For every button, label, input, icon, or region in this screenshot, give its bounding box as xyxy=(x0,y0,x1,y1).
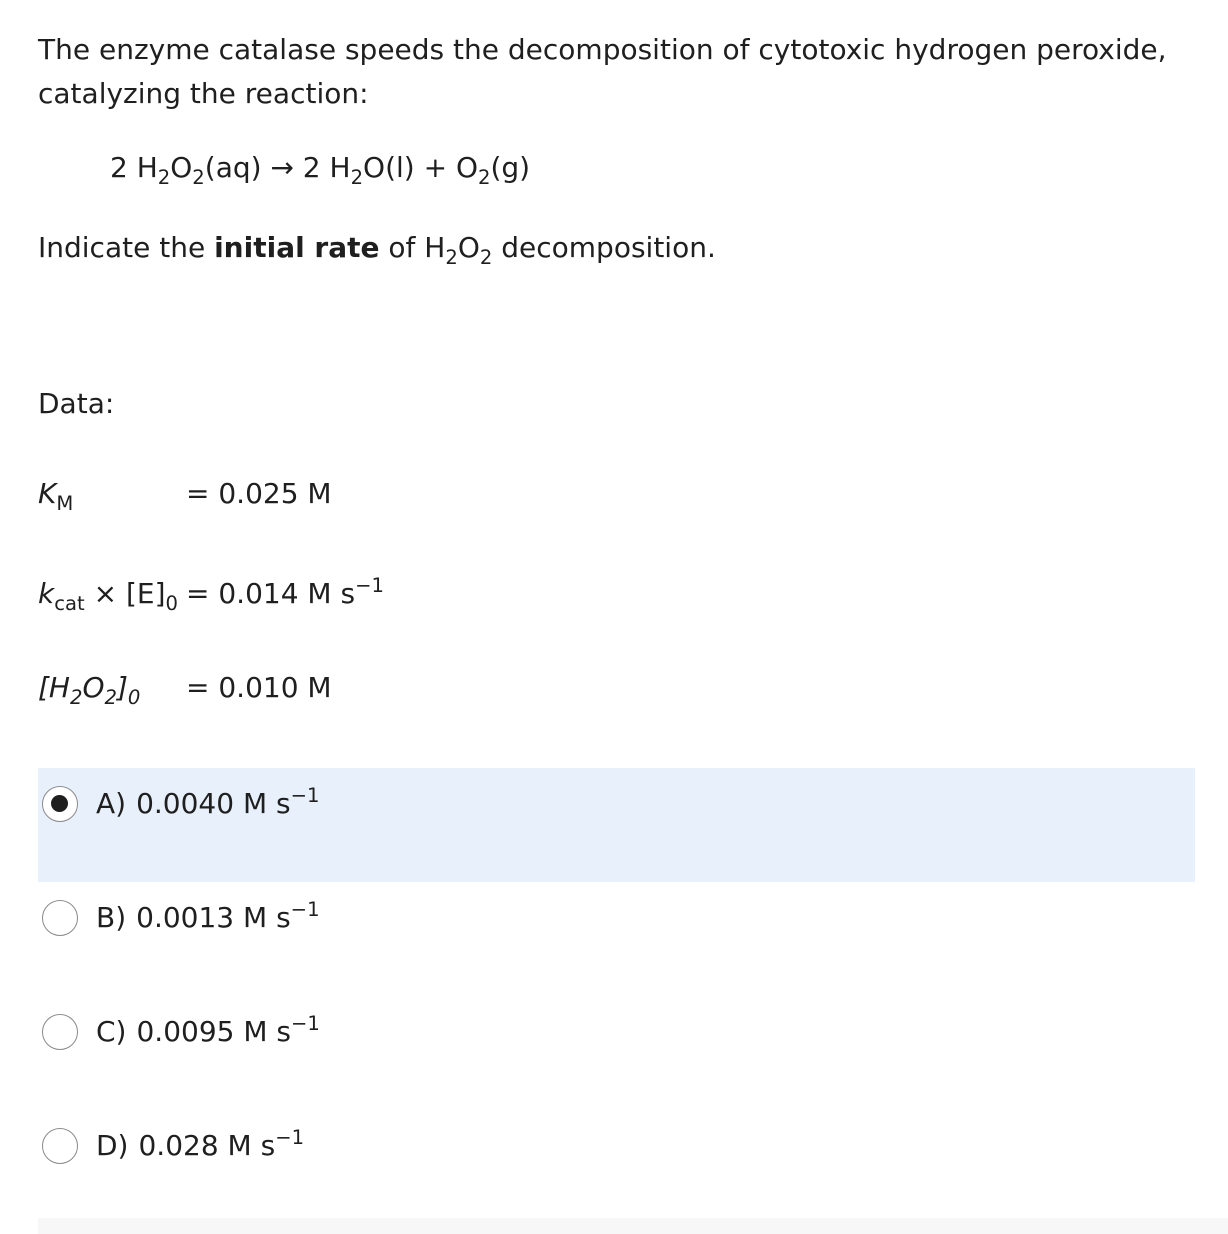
h2o2-label: $[H_2O_2]_0$ xyxy=(38,671,141,709)
radio-button-a[interactable] xyxy=(42,786,78,822)
option-d-text[interactable]: D) 0.028 M $s^{-1}$ xyxy=(96,1126,305,1162)
question-prompt: Indicate the initial rate of $H_2O_2$ decomposition. xyxy=(38,231,716,269)
radio-button-c[interactable] xyxy=(42,1014,78,1050)
kcat-value: = 0.014 M $s^{-1}$ xyxy=(186,574,384,610)
bottom-divider xyxy=(38,1218,1228,1234)
option-a-text[interactable]: A) 0.0040 M $s^{-1}$ xyxy=(96,784,320,820)
question-intro: The enzyme catalase speeds the decomposition of cytotoxic hydrogen peroxide, catalyzing the reaction: xyxy=(38,33,1167,110)
option-b-text[interactable]: B) 0.0013 M $s^{-1}$ xyxy=(96,898,320,934)
kcat-label: $k_{cat} \times [E]_0$ xyxy=(38,577,178,615)
reaction-equation: 2 $H_2O_2(aq) \to 2$ $H_2O(l) + O_2(g)$ xyxy=(110,151,531,189)
radio-button-b[interactable] xyxy=(42,900,78,936)
answer-option-d[interactable] xyxy=(38,1110,1195,1224)
radio-selected-dot xyxy=(51,795,68,812)
km-value: = 0.025 M xyxy=(186,477,332,510)
data-heading: Data: xyxy=(38,387,115,420)
answer-option-b[interactable] xyxy=(38,882,1195,996)
radio-button-d[interactable] xyxy=(42,1128,78,1164)
h2o2-value: = 0.010 M xyxy=(186,671,332,704)
option-c-text[interactable]: C) 0.0095 M $s^{-1}$ xyxy=(96,1012,320,1048)
km-label: $K_M$ xyxy=(38,477,74,515)
answer-option-a[interactable] xyxy=(38,768,1195,882)
answer-option-c[interactable] xyxy=(38,996,1195,1110)
